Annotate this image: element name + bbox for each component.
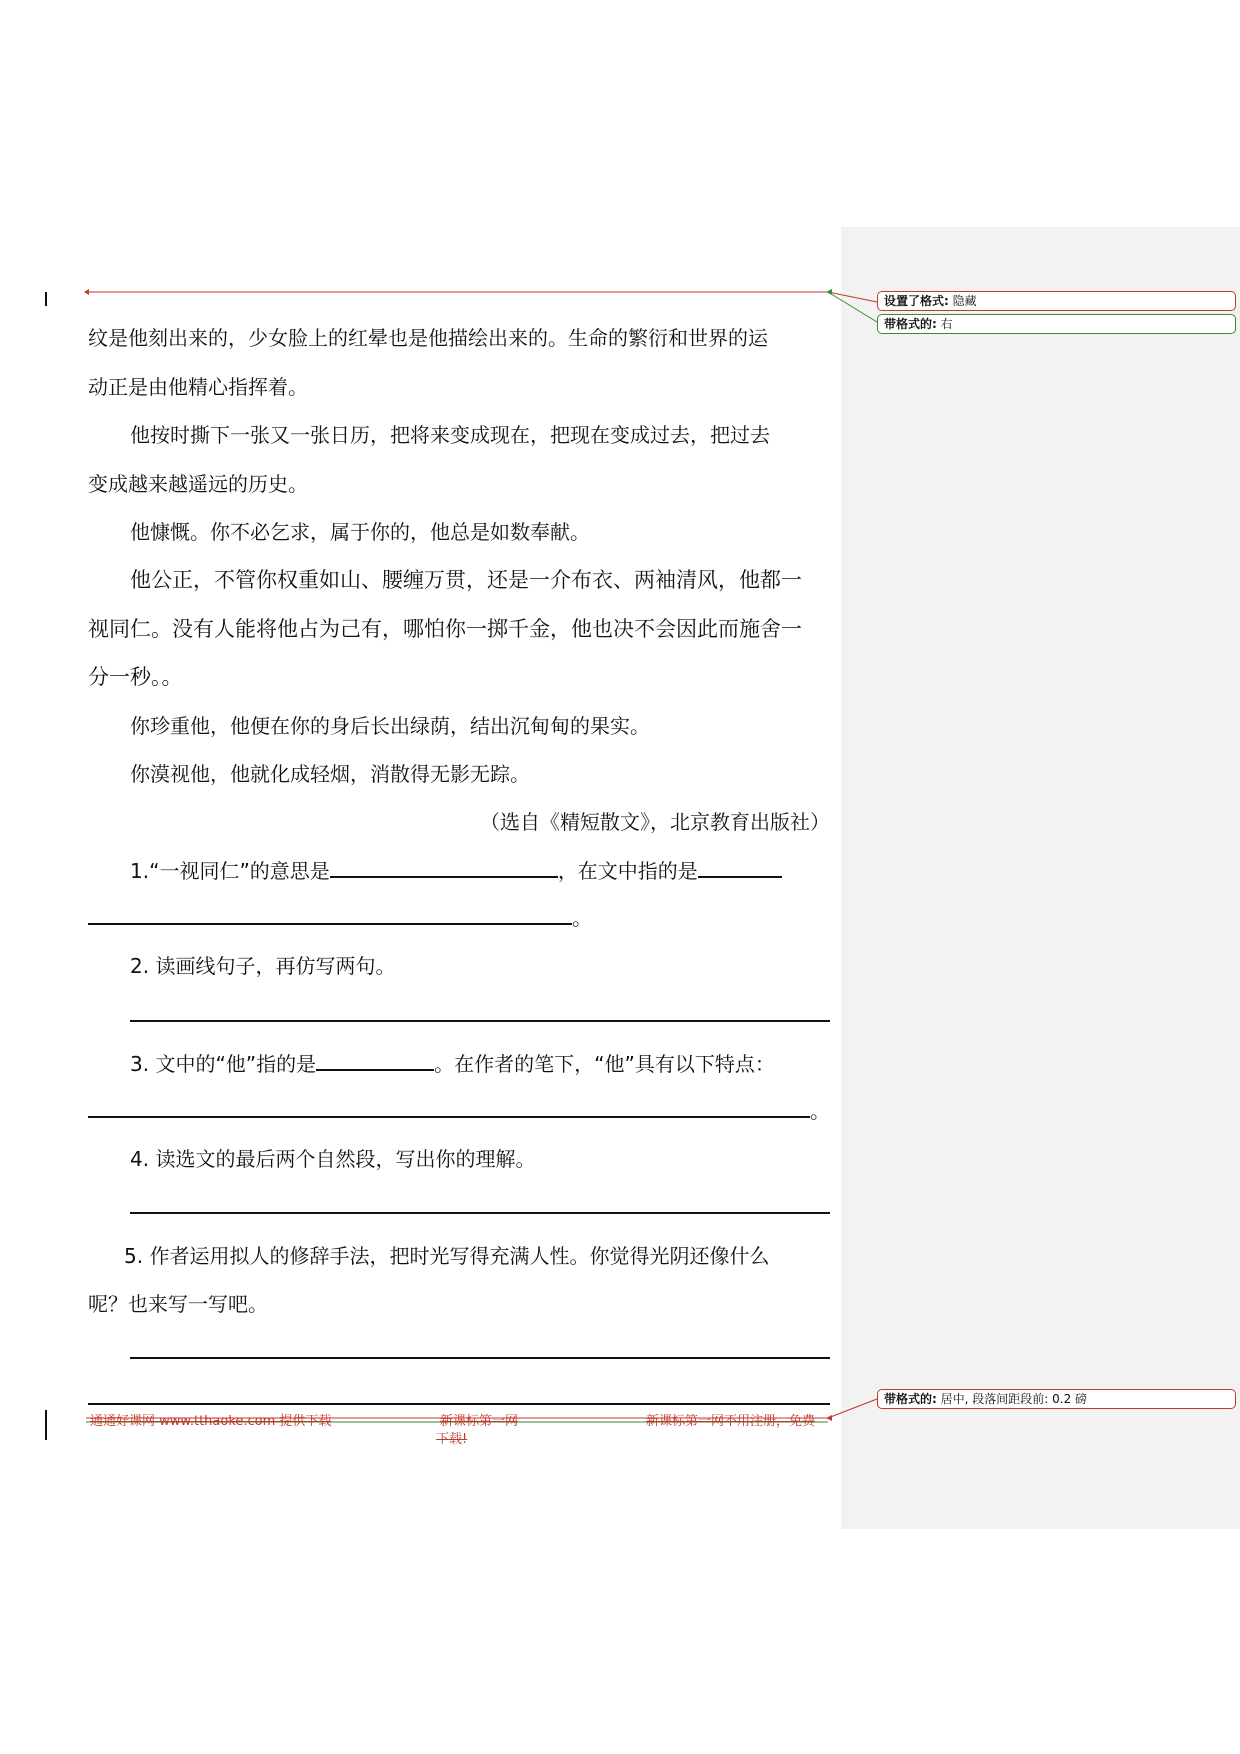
footer-link-right[interactable]: 新课标第一网不用注册，免费 [646, 1414, 816, 1429]
balloon-value: 右 [940, 317, 953, 331]
passage-line: 分一秒。。 [88, 665, 183, 689]
answer-line[interactable] [130, 1020, 830, 1022]
passage-line: 他慷慨。你不必乞求，属于你的，他总是如数奉献。 [130, 520, 590, 544]
balloon-value: 居中, 段落间距段前: 0.2 磅 [940, 1392, 1088, 1406]
deletion-anchor-marker [84, 289, 89, 295]
footer-rule [88, 1403, 830, 1405]
question-text: 。 [572, 906, 592, 930]
footer-link-left[interactable]: 通通好课网 www.tthaoke.com 提供下载 [90, 1414, 332, 1429]
question-5: 5. 作者运用拟人的修辞手法，把时光写得充满人性。你觉得光阴还像什么 [124, 1244, 770, 1268]
question-3 [88, 1051, 872, 1076]
footer-anchor-marker [826, 1415, 832, 1421]
passage-line: 你珍重他，他便在你的身后长出绿荫，结出沉甸甸的果实。 [130, 714, 650, 738]
answer-blank[interactable] [88, 1098, 810, 1118]
balloon-label: 设置了格式: [884, 294, 949, 308]
question-text: 。在作者的笔下，“他”具有以下特点： [434, 1052, 775, 1076]
answer-blank[interactable] [316, 1051, 434, 1071]
question-text: 1.“一视同仁”的意思是 [130, 859, 330, 883]
question-text: ，在文中指的是 [557, 859, 698, 883]
question-1 [88, 858, 872, 883]
balloon-label: 带格式的: [884, 1392, 937, 1406]
question-text: 3. 文中的“他”指的是 [130, 1052, 317, 1076]
change-bar [45, 1410, 47, 1440]
passage-line: 你漠视他，他就化成轻烟，消散得无影无踪。 [130, 762, 530, 786]
passage-line: 纹是他刻出来的，少女脸上的红晕也是他描绘出来的。生命的繁衍和世界的运 [88, 326, 768, 350]
answer-blank[interactable] [330, 858, 558, 878]
question-5-continued: 呢？也来写一写吧。 [88, 1292, 268, 1316]
answer-blank[interactable] [88, 905, 572, 925]
source-citation: （选自《精短散文》，北京教育出版社） [480, 810, 830, 834]
question-3-continued [88, 1098, 830, 1123]
passage-line: 他按时撕下一张又一张日历，把将来变成现在，把现在变成过去，把过去 [130, 423, 770, 447]
balloon-value: 隐藏 [952, 294, 977, 308]
answer-line[interactable] [130, 1357, 830, 1359]
passage-line: 他公正，不管你权重如山、腰缠万贯，还是一介布衣、两袖清风，他都一 [130, 568, 802, 592]
question-4: 4. 读选文的最后两个自然段，写出你的理解。 [130, 1147, 536, 1171]
passage-line: 动正是由他精心指挥着。 [88, 375, 308, 399]
passage-line: 视同仁。没有人能将他占为己有，哪怕你一掷千金，他也决不会因此而施舍一 [88, 617, 802, 641]
format-balloon-right[interactable] [877, 314, 1236, 334]
balloon3-leader [828, 1399, 877, 1418]
answer-blank[interactable] [698, 858, 782, 878]
question-1-continued [88, 905, 830, 930]
balloon-label: 带格式的: [884, 317, 937, 331]
footer-link-middle[interactable]: 新课标第一网 [440, 1414, 519, 1429]
passage-line: 变成越来越遥远的历史。 [88, 472, 308, 496]
answer-line[interactable] [130, 1212, 830, 1214]
footer-link-middle-2[interactable]: 下载! [436, 1432, 468, 1447]
question-text: 。 [810, 1099, 830, 1123]
format-anchor-marker [826, 289, 832, 295]
format-balloon-hidden[interactable] [877, 291, 1236, 311]
format-balloon-centered[interactable] [877, 1389, 1236, 1409]
change-bar [45, 292, 47, 306]
question-2: 2. 读画线句子，再仿写两句。 [130, 954, 396, 978]
